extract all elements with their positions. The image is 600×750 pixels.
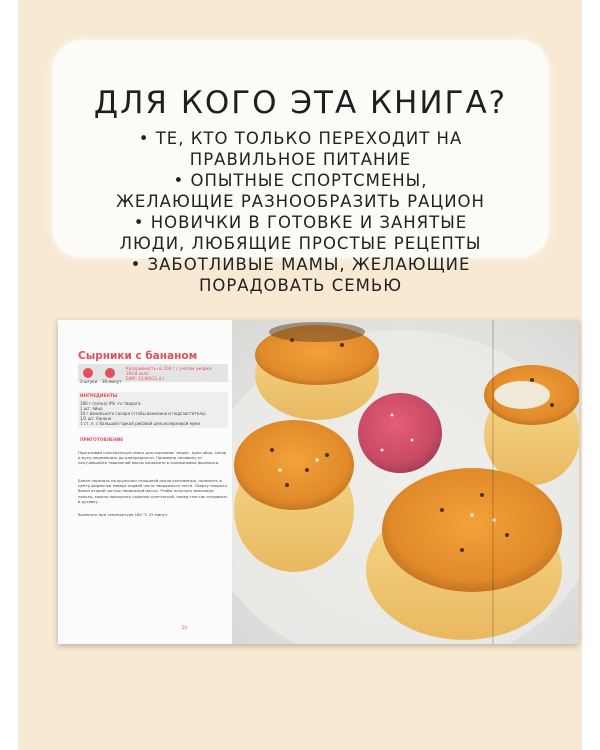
recipe-page (58, 320, 232, 644)
audience-list (52, 128, 549, 296)
ingredient-item: 180 г (пачка) 9% -го творога (80, 401, 141, 406)
plate-icon (83, 368, 93, 378)
book-spread (58, 320, 579, 644)
time-label: 30 минут (102, 379, 122, 384)
book-fold (492, 320, 494, 644)
page-background (18, 0, 582, 750)
prep-paragraph: Выпекать при температуре 180 °С 25 минут. (78, 512, 169, 517)
timer-icon (105, 368, 115, 378)
servings-label: 3 штуки (80, 379, 98, 384)
ingredients-heading: ИНГРЕДИЕНТЫ (80, 394, 118, 399)
ingredient-item: 1 шт. яйцо (80, 406, 103, 411)
headline-box (52, 40, 549, 295)
ingredient-item: 10 г ванильного сахара (чтобы ванилина и подсластитель) (80, 411, 206, 416)
prep-heading: ПРИГОТОВЛЕНИЕ (80, 438, 124, 443)
ingredient-item: 1 ст. л. с большой горкой рисовой цельнозерновой муки (80, 421, 200, 426)
list-item: • ТЕ, КТО ТОЛЬКО ПЕРЕХОДИТ НА ПРАВИЛЬНОЕ ПИТАНИЕ (138, 129, 463, 169)
prep-paragraph: Банан порезать на кружочки толщиной около сантиметра, положить в центр формочки поверх первой части творожного теста. Сверху накрыть банан второй частью творожной массы. Чтобы получить максимум пользы, можно присыпать сырники клетчаткой, перед тем как отправить в духовку. (78, 478, 228, 504)
bju-value: БЖУ: 13,8/6/21,4 г (126, 376, 165, 381)
syrniki-illustration (232, 320, 579, 644)
calories-line: Калорийность на 100 г с учетом ужарки (126, 366, 212, 371)
ingredient-item: 1/2 шт. банана (80, 416, 112, 421)
list-item: • ЗАБОТЛИВЫЕ МАМЫ, ЖЕЛАЮЩИЕ ПОРАДОВАТЬ СЕМЬЮ (130, 255, 471, 295)
recipe-title: Сырники с бананом (78, 350, 198, 362)
prep-paragraph: Подготовим классическую смесь для сырников: творог, одно яйцо, сахар и муку перемешать до однородности. Примерно половину от получившейся творожной массы выложить в силиконовые формочки. (78, 450, 227, 466)
headline-title: ДЛЯ КОГО ЭТА КНИГА? (93, 85, 508, 121)
list-item: • НОВИЧКИ В ГОТОВКЕ И ЗАНЯТЫЕ ЛЮДИ, ЛЮБЯЩИЕ ПРОСТЫЕ РЕЦЕПТЫ (119, 213, 482, 253)
calories-value: 190,8 ккал (126, 371, 149, 376)
list-item: • ОПЫТНЫЕ СПОРТСМЕНЫ, ЖЕЛАЮЩИЕ РАЗНООБРАЗИТЬ РАЦИОН (116, 171, 485, 211)
page-number: 20 (182, 625, 188, 630)
syrniki-photo (232, 320, 579, 644)
